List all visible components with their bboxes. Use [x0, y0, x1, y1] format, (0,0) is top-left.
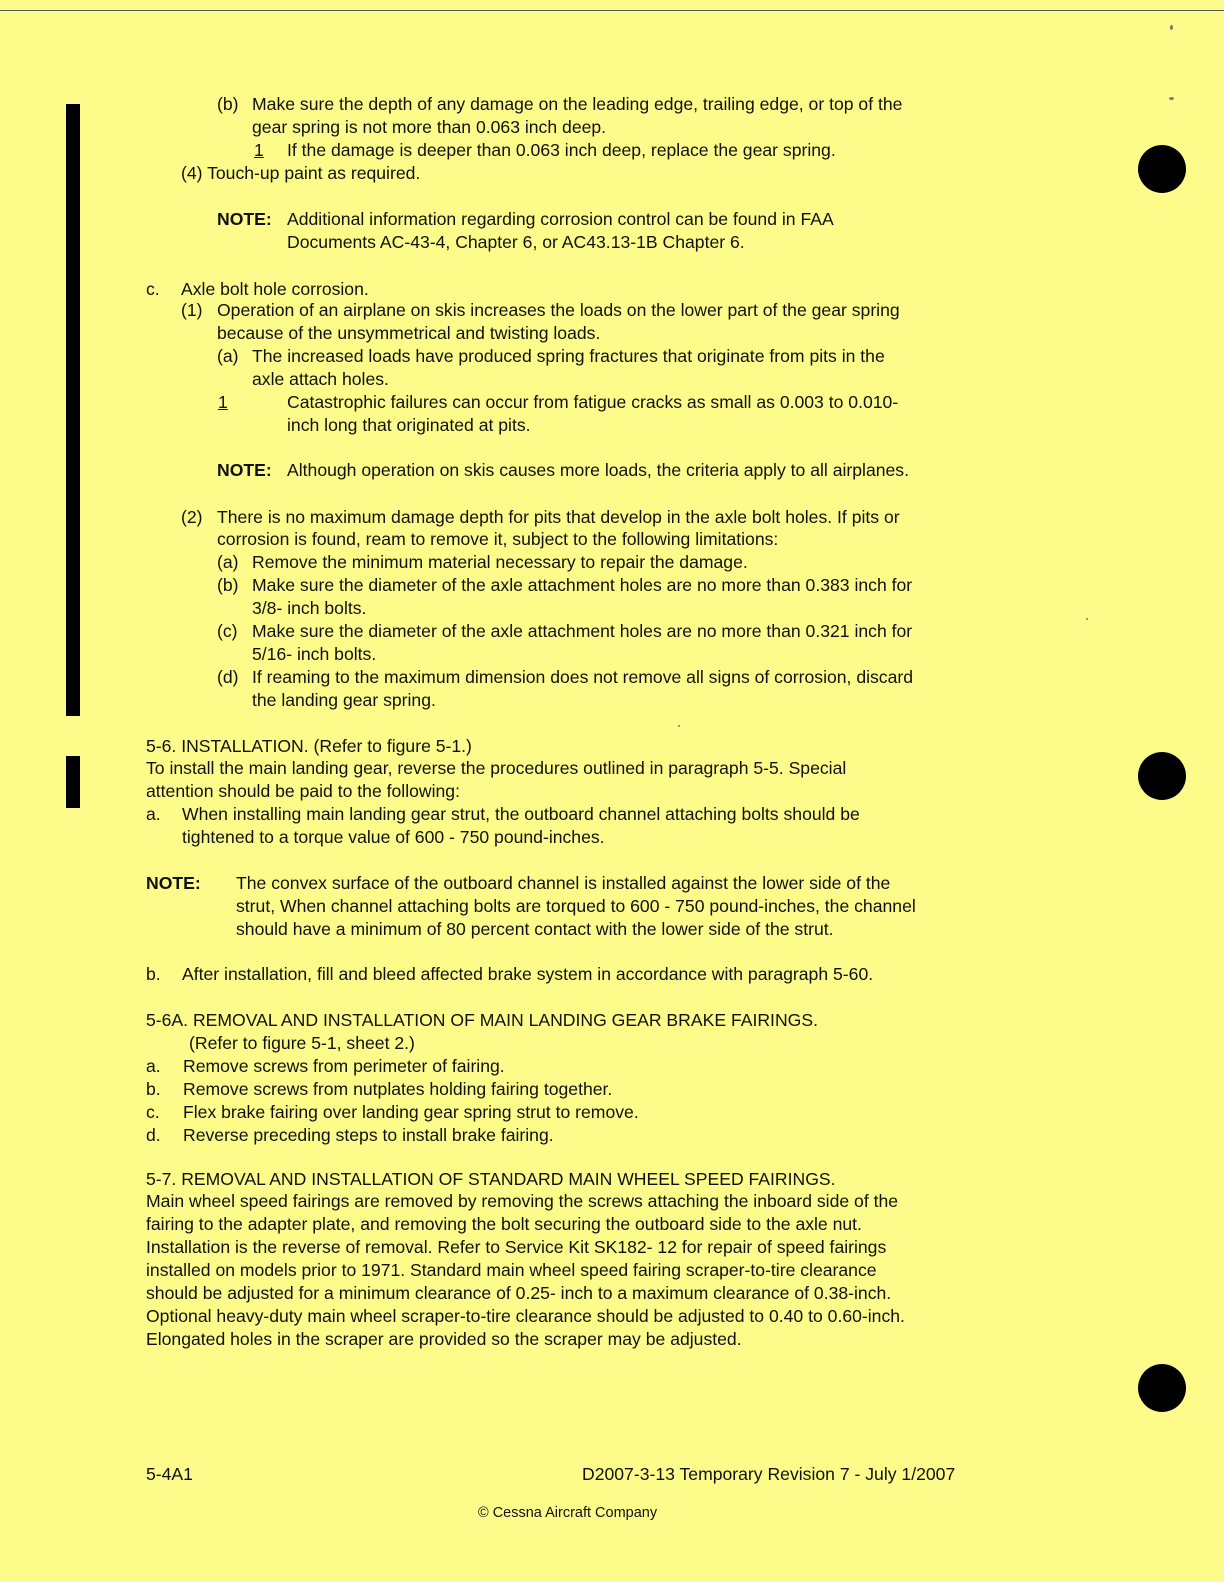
list-marker: (a): [217, 552, 239, 572]
text-line: Although operation on skis causes more loads, the criteria apply to all airplanes.: [287, 460, 909, 480]
section-heading: 5-7. REMOVAL AND INSTALLATION OF STANDARD MAIN WHEEL SPEED FAIRINGS.: [146, 1169, 836, 1189]
text-line: gear spring is not more than 0.063 inch deep.: [252, 117, 607, 137]
text-line: Remove screws from perimeter of fairing.: [183, 1056, 505, 1076]
scan-speck: [1170, 25, 1173, 30]
list-marker: (c): [217, 621, 238, 641]
text-line: Catastrophic failures can occur from fatigue cracks as small as 0.003 to 0.010-: [287, 392, 899, 412]
text-line: After installation, fill and bleed affected brake system in accordance with paragraph 5-60.: [182, 964, 874, 984]
text-line: Operation of an airplane on skis increases the loads on the lower part of the gear spring: [217, 300, 900, 320]
text-line: Additional information regarding corrosion control can be found in FAA: [287, 209, 834, 229]
list-marker: (b): [217, 94, 239, 114]
text-line: Flex brake fairing over landing gear spring strut to remove.: [183, 1102, 639, 1122]
list-marker: (1): [181, 300, 203, 320]
text-line: Make sure the diameter of the axle attachment holes are no more than 0.321 inch for: [252, 621, 913, 641]
text-line: because of the unsymmetrical and twisting loads.: [217, 323, 601, 343]
text-line: 3/8- inch bolts.: [252, 598, 367, 618]
list-marker: (d): [217, 667, 239, 687]
scan-speck: [1086, 618, 1088, 620]
punch-hole: [1138, 145, 1186, 193]
text-line: inch long that originated at pits.: [287, 415, 531, 435]
text-line: 5/16- inch bolts.: [252, 644, 377, 664]
text-line: Make sure the diameter of the axle attachment holes are no more than 0.383 inch for: [252, 575, 913, 595]
punch-hole: [1138, 752, 1186, 800]
text-line: Main wheel speed fairings are removed by removing the screws attaching the inboard side of the: [146, 1191, 899, 1211]
text-line: Axle bolt hole corrosion.: [181, 279, 369, 299]
text-line: Documents AC-43-4, Chapter 6, or AC43.13-1B Chapter 6.: [287, 232, 745, 252]
text-line: The increased loads have produced spring fractures that originate from pits in the: [252, 346, 885, 366]
list-marker: a.: [146, 1056, 161, 1076]
text-line: Remove screws from nutplates holding fairing together.: [183, 1079, 613, 1099]
text-line: corrosion is found, ream to remove it, subject to the following limitations:: [217, 529, 779, 549]
text-line: Make sure the depth of any damage on the leading edge, trailing edge, or top of the: [252, 94, 903, 114]
text-line: fairing to the adapter plate, and removing the bolt securing the outboard side to the axle nut.: [146, 1214, 862, 1234]
section-heading: 5-6A. REMOVAL AND INSTALLATION OF MAIN LANDING GEAR BRAKE FAIRINGS.: [146, 1010, 818, 1030]
copyright-notice: © Cessna Aircraft Company: [478, 1505, 658, 1521]
revision-label: D2007-3-13 Temporary Revision 7 - July 1/2007: [582, 1464, 956, 1484]
list-marker: 1: [218, 392, 228, 412]
text-line: strut, When channel attaching bolts are torqued to 600 - 750 pound-inches, the channel: [236, 896, 916, 916]
text-line: To install the main landing gear, reverse the procedures outlined in paragraph 5-5. Special: [146, 758, 847, 778]
text-line: should have a minimum of 80 percent contact with the lower side of the strut.: [236, 919, 834, 939]
scan-speck: [678, 725, 680, 727]
text-line: Elongated holes in the scraper are provided so the scraper may be adjusted.: [146, 1329, 742, 1349]
text-line: If reaming to the maximum dimension does not remove all signs of corrosion, discard: [252, 667, 914, 687]
text-line: (4) Touch-up paint as required.: [181, 163, 421, 183]
text-line: Remove the minimum material necessary to repair the damage.: [252, 552, 748, 572]
list-marker: b.: [146, 1079, 161, 1099]
text-line: When installing main landing gear strut, the outboard channel attaching bolts should be: [182, 804, 860, 824]
page-number: 5-4A1: [146, 1464, 193, 1484]
text-line: Installation is the reverse of removal. Refer to Service Kit SK182- 12 for repair of speed fairings: [146, 1237, 887, 1257]
list-marker: (2): [181, 507, 203, 527]
text-line: installed on models prior to 1971. Standard main wheel speed fairing scraper-to-tire clearance: [146, 1260, 877, 1280]
text-line: attention should be paid to the following:: [146, 781, 460, 801]
top-rule: [0, 10, 1224, 11]
note-label: NOTE:: [217, 209, 272, 229]
text-line: the landing gear spring.: [252, 690, 436, 710]
list-marker: 1: [254, 140, 264, 160]
list-marker: c.: [146, 1102, 160, 1122]
list-marker: c.: [146, 279, 160, 299]
list-marker: b.: [146, 964, 161, 984]
revision-bar: [66, 756, 80, 808]
scan-speck: [1169, 97, 1174, 100]
list-marker: (b): [217, 575, 239, 595]
punch-hole: [1138, 1364, 1186, 1412]
text-line: should be adjusted for a minimum clearance of 0.25- inch to a maximum clearance of 0.38-inch.: [146, 1283, 892, 1303]
text-line: If the damage is deeper than 0.063 inch deep, replace the gear spring.: [287, 140, 836, 160]
list-marker: d.: [146, 1125, 161, 1145]
text-line: tightened to a torque value of 600 - 750 pound-inches.: [182, 827, 605, 847]
text-line: Optional heavy-duty main wheel scraper-to-tire clearance should be adjusted to 0.40 to 0.60-inch.: [146, 1306, 905, 1326]
text-line: The convex surface of the outboard channel is installed against the lower side of the: [236, 873, 891, 893]
revision-bar: [66, 104, 80, 716]
list-marker: a.: [146, 804, 161, 824]
text-line: There is no maximum damage depth for pits that develop in the axle bolt holes. If pits or: [217, 507, 900, 527]
list-marker: (a): [217, 346, 239, 366]
text-line: axle attach holes.: [252, 369, 389, 389]
text-line: Reverse preceding steps to install brake fairing.: [183, 1125, 554, 1145]
note-label: NOTE:: [146, 873, 201, 893]
note-label: NOTE:: [217, 460, 272, 480]
text-line: (Refer to figure 5-1, sheet 2.): [189, 1033, 415, 1053]
section-heading: 5-6. INSTALLATION. (Refer to figure 5-1.): [146, 736, 472, 756]
